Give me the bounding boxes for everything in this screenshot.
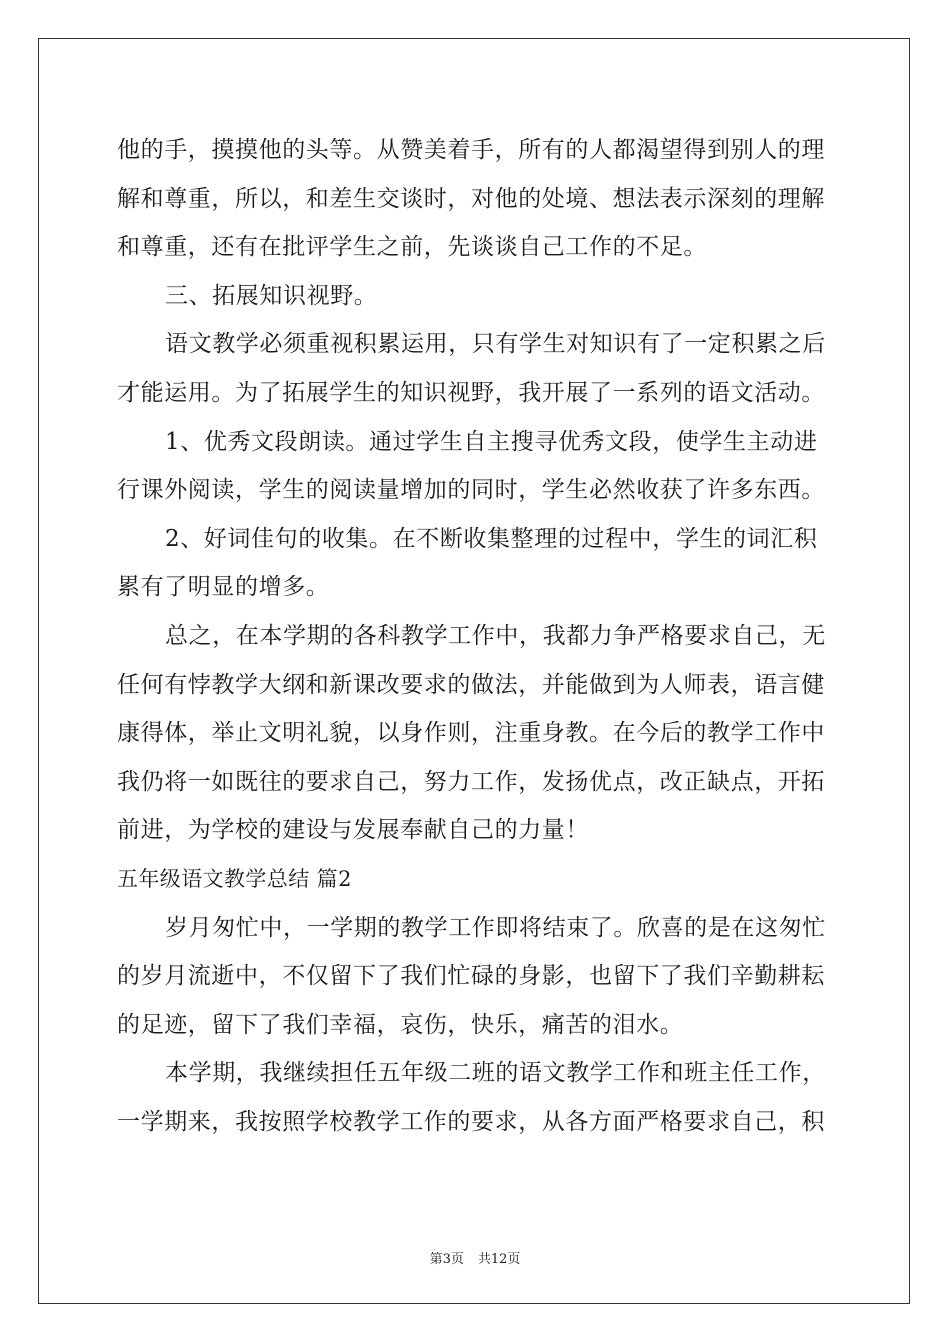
page-footer (0, 1248, 950, 1267)
article-title: 五年级语文教学总结 篇2 (117, 866, 352, 891)
text-line: 我仍将一如既往的要求自己，努力工作，发扬优点，改正缺点，开拓 (117, 768, 825, 795)
text-line: 解和尊重，所以，和差生交谈时，对他的处境、想法表示深刻的理解 (117, 185, 825, 212)
text-line: 和尊重，还有在批评学生之前，先谈谈自己工作的不足。 (117, 234, 707, 261)
document-body (117, 126, 833, 1146)
text-line: 语文教学必须重视积累运用，只有学生对知识有了一定积累之后 (165, 331, 826, 358)
text-line: 任何有悖教学大纲和新课改要求的做法，并能做到为人师表，语言健 (117, 671, 825, 698)
text-line: 才能运用。为了拓展学生的知识视野，我开展了一系列的语文活动。 (117, 379, 825, 406)
section-heading: 三、拓展知识视野。 (165, 282, 378, 309)
text-line: 岁月匆忙中，一学期的教学工作即将结束了。欣喜的是在这匆忙 (165, 914, 826, 941)
text-line: 2、好词佳句的收集。在不断收集整理的过程中，学生的词汇积 (165, 525, 818, 552)
text-line: 他的手，摸摸他的头等。从赞美着手，所有的人都渴望得到别人的理 (117, 137, 825, 163)
text-line: 一学期来，我按照学校教学工作的要求，从各方面严格要求自己，积 (117, 1108, 825, 1135)
page-number: 第3页 (429, 1252, 464, 1267)
text-line: 1、优秀文段朗读。通过学生自主搜寻优秀文段，使学生主动进 (165, 428, 818, 455)
text-line: 本学期，我继续担任五年级二班的语文教学工作和班主任工作， (165, 1060, 826, 1087)
text-line: 的足迹，留下了我们幸福，哀伤，快乐，痛苦的泪水。 (117, 1011, 684, 1038)
text-line: 的岁月流逝中，不仅留下了我们忙碌的身影，也留下了我们辛勤耕耘 (117, 963, 825, 990)
text-line: 行课外阅读，学生的阅读量增加的同时，学生必然收获了许多东西。 (117, 477, 825, 504)
page-total: 共12页 (477, 1252, 521, 1267)
text-line: 康得体，举止文明礼貌，以身作则，注重身教。在今后的教学工作中 (117, 720, 825, 747)
text-line: 总之，在本学期的各科教学工作中，我都力争严格要求自己，无 (165, 622, 826, 649)
text-line: 累有了明显的增多。 (117, 574, 330, 601)
text-line: 前进，为学校的建设与发展奉献自己的力量！ (117, 817, 589, 844)
